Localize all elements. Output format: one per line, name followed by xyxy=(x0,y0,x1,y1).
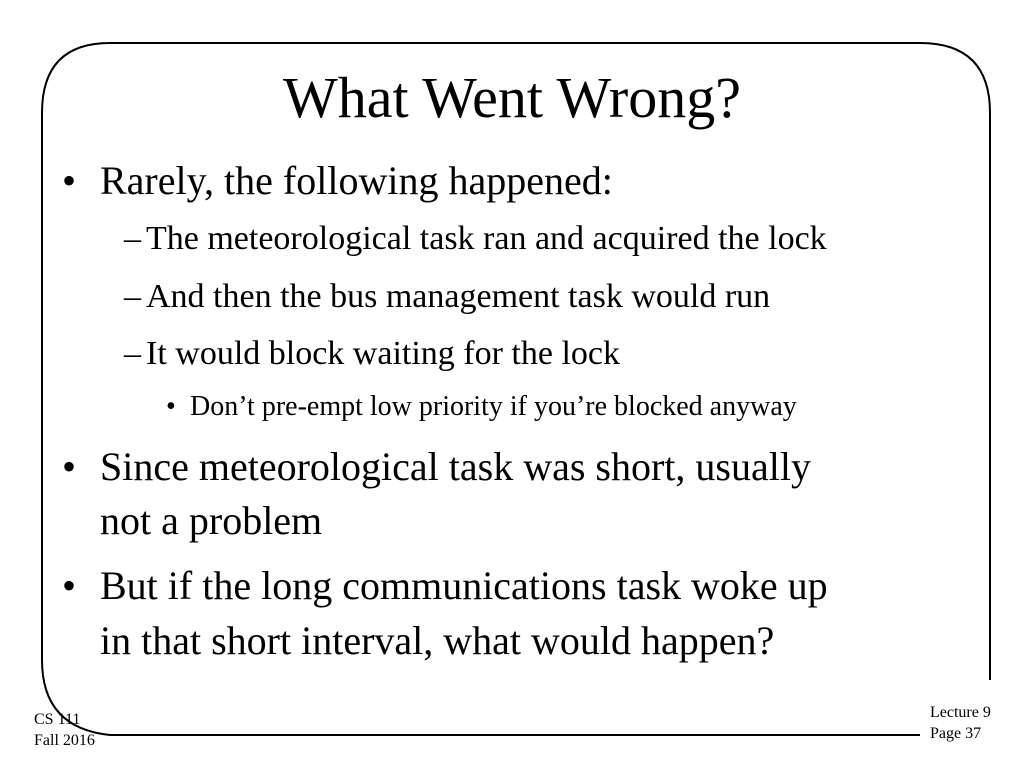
footer-lecture: Lecture 9 xyxy=(930,704,991,721)
sub-bullet-marker: – xyxy=(124,220,141,257)
sub-bullet-text: And then the bus management task would run xyxy=(146,278,771,315)
bullet-marker: • xyxy=(62,563,77,608)
footer-course: CS 111 xyxy=(34,711,81,728)
bullet-text-line2: in that short interval, what would happen? xyxy=(100,618,775,663)
bullet-marker: • xyxy=(62,444,77,489)
bullet-text: Rarely, the following happened: xyxy=(100,158,613,203)
sub-sub-bullet-text: Don’t pre-empt low priority if you’re blocked anyway xyxy=(190,391,797,422)
footer-page: Page 37 xyxy=(930,725,982,742)
bullet-text-line1: But if the long communications task woke up xyxy=(100,563,828,608)
sub-bullet-marker: – xyxy=(124,335,141,372)
sub-bullet-text: It would block waiting for the lock xyxy=(146,335,621,372)
footer-term: Fall 2016 xyxy=(34,732,95,749)
sub-sub-bullet-marker: • xyxy=(166,391,176,422)
sub-bullet-text: The meteorological task ran and acquired the lock xyxy=(146,220,827,257)
sub-bullet-marker: – xyxy=(124,278,141,315)
bullet-text-line1: Since meteorological task was short, usually xyxy=(100,444,811,489)
bullet-text-line2: not a problem xyxy=(100,498,323,543)
slide-title: What Went Wrong? xyxy=(283,65,741,130)
bullet-marker: • xyxy=(62,158,77,203)
